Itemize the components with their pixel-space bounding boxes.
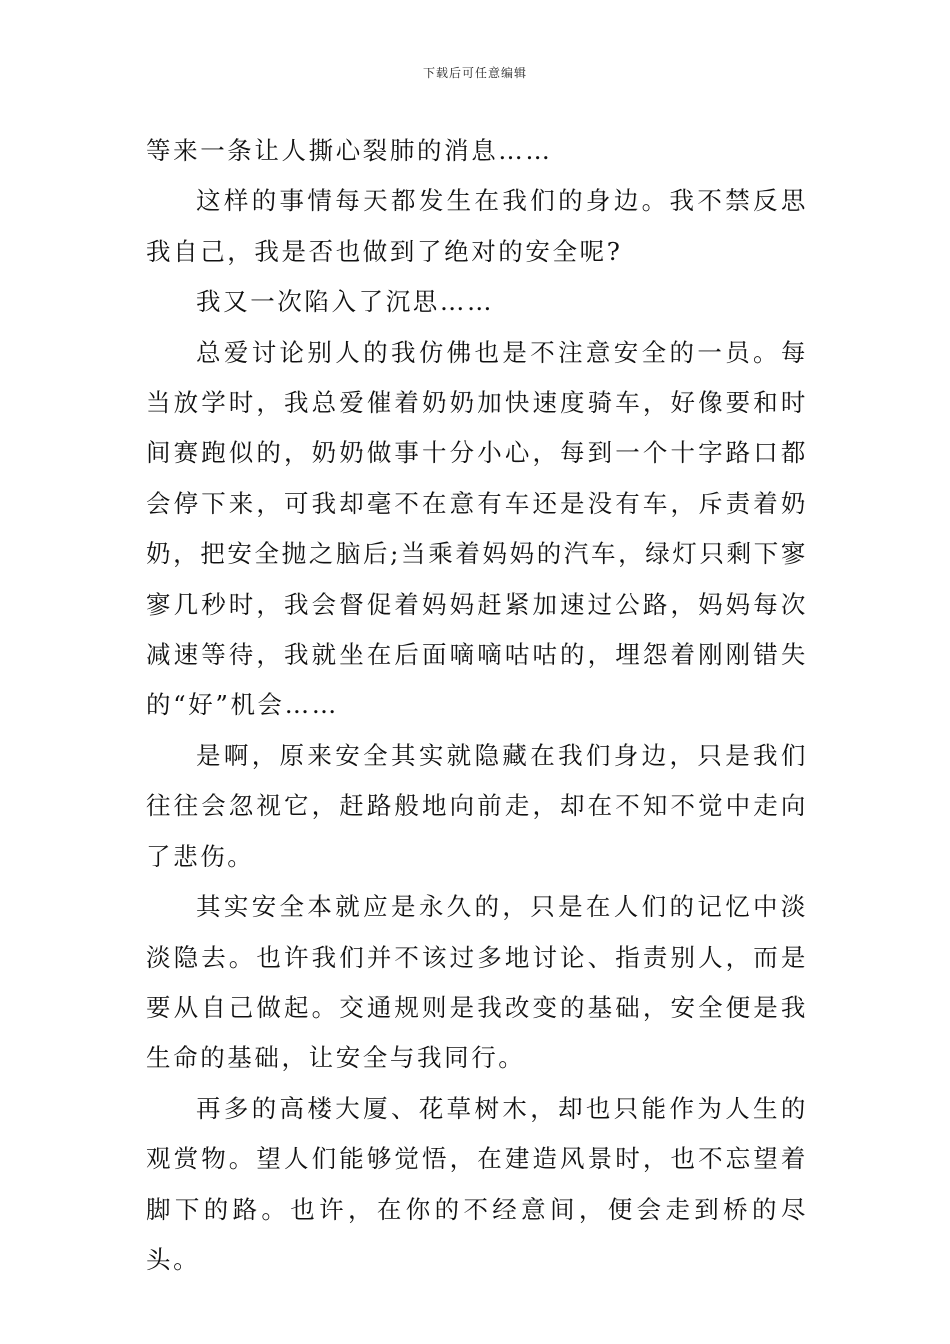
- paragraph-6: 其实安全本就应是永久的，只是在人们的记忆中淡淡隐去。也许我们并不该过多地讨论、指责别人，而是要从自己做起。交通规则是我改变的基础，安全便是我生命的基础，让安全与我同行。: [146, 892, 808, 1073]
- page-header-note: 下载后可任意编辑: [422, 66, 527, 80]
- paragraph-2: 这样的事情每天都发生在我们的身边。我不禁反思我自己，我是否也做到了绝对的安全呢?: [146, 186, 808, 266]
- paragraph-7: 再多的高楼大厦、花草树木，却也只能作为人生的观赏物。望人们能够觉悟，在建造风景时，也不忘望着脚下的路。也许，在你的不经意间，便会走到桥的尽头。: [146, 1093, 808, 1274]
- paragraph-3: 我又一次陷入了沉思……: [196, 287, 495, 317]
- paragraph-4: 总爱讨论别人的我仿佛也是不注意安全的一员。每当放学时，我总爱催着奶奶加快速度骑车，好像要和时间赛跑似的，奶奶做事十分小心，每到一个十字路口都会停下来，可我却毫不在意有车还是没有车，斥责着奶奶，把安全抛之脑后;当乘着妈妈的汽车，绿灯只剩下寥寥几秒时，我会督促着妈妈赶紧加速过公路，妈妈每次减速等待，我就坐在后面嘀嘀咕咕的，埋怨着刚刚错失的“好”机会……: [146, 337, 808, 720]
- paragraph-5: 是啊，原来安全其实就隐藏在我们身边，只是我们往往会忽视它，赶路般地向前走，却在不知不觉中走向了悲伤。: [146, 740, 808, 871]
- document-body: [146, 126, 808, 1285]
- paragraph-1: 等来一条让人撕心裂肺的消息……: [146, 136, 553, 165]
